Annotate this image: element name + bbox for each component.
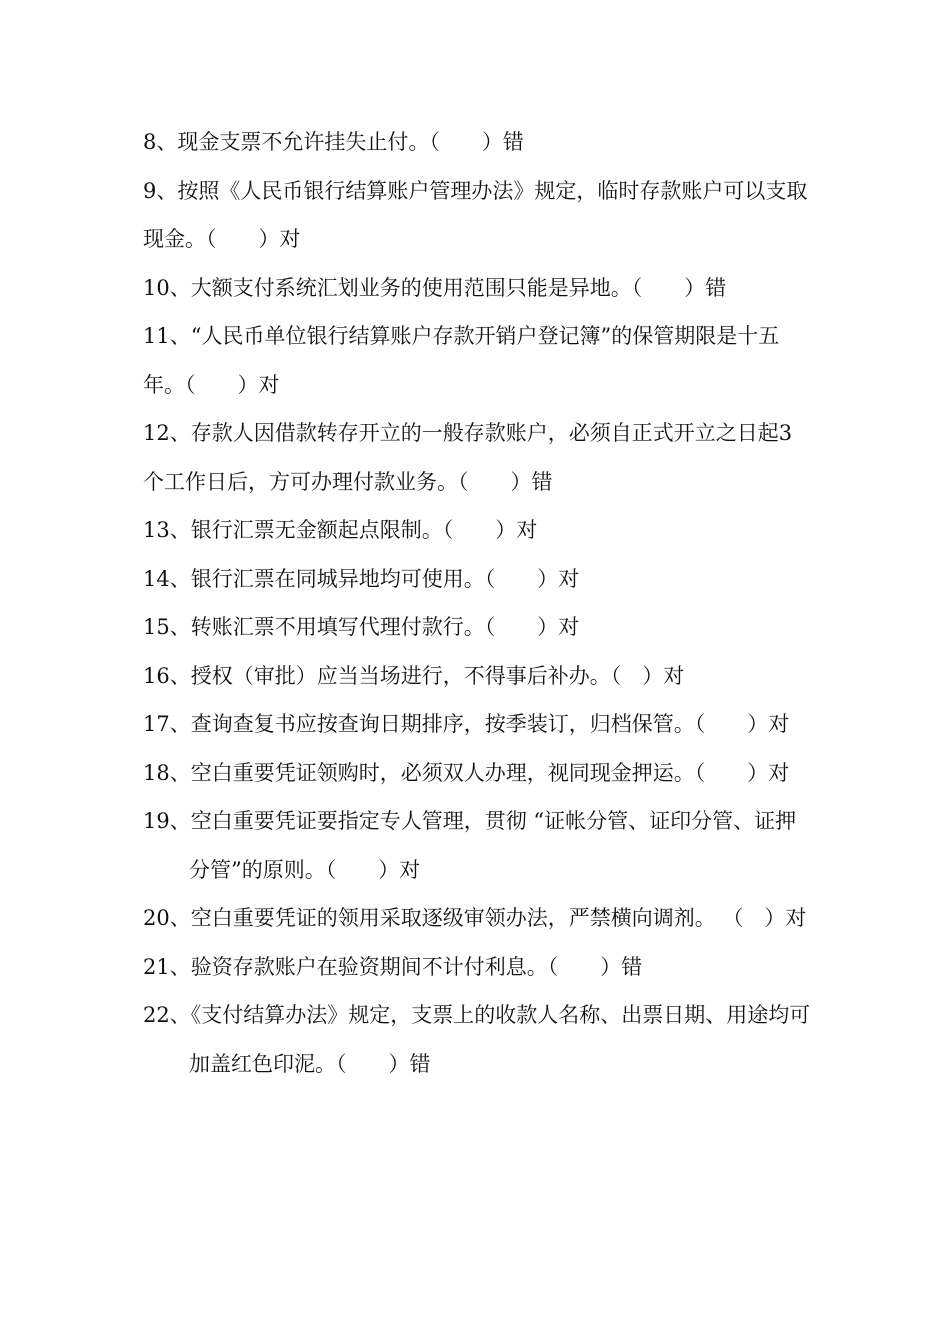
question-8: 8、现金支票不允许挂失止付。（ ）错 (143, 130, 524, 154)
question-10: 10、大额支付系统汇划业务的使用范围只能是异地。（ ）错 (143, 275, 727, 300)
question-12: 12、存款人因借款转存开立的一般存款账户，必须自正式开立之日起3个工作日后，方可办理付款业务。（ ）错 (143, 421, 793, 494)
question-11: 11、“人民币单位银行结算账户存款开销户登记簿”的保管期限是十五年。（ ）对 (143, 324, 780, 397)
question-19: 19、空白重要凭证要指定专人管理，贯彻 “证帐分管、证印分管、证押分管”的原则。（ ）对 (143, 809, 797, 882)
question-14: 14、银行汇票在同城异地均可使用。（ ）对 (143, 566, 580, 591)
question-17: 17、查询查复书应按查询日期排序，按季装订，归档保管。（ ）对 (143, 712, 790, 736)
question-20: 20、空白重要凭证的领用采取逐级审领办法，严禁横向调剂。 （ ）对 (143, 906, 807, 930)
question-16: 16、授权（审批）应当当场进行，不得事后补办。（ ）对 (143, 663, 685, 688)
question-9: 9、按照《人民币银行结算账户管理办法》规定，临时存款账户可以支取现金。（ ）对 (143, 178, 808, 251)
question-15: 15、转账汇票不用填写代理付款行。（ ）对 (143, 615, 580, 639)
question-21: 21、验资存款账户在验资期间不计付利息。（ ）错 (143, 954, 643, 979)
question-18: 18、空白重要凭证领购时，必须双人办理，视同现金押运。（ ）对 (143, 760, 790, 785)
question-22: 22、《支付结算办法》规定，支票上的收款人名称、出票日期、用途均可加盖红色印泥。（ ）错 (143, 1003, 811, 1076)
question-13: 13、银行汇票无金额起点限制。（ ）对 (143, 518, 538, 542)
question-list (143, 118, 813, 1088)
